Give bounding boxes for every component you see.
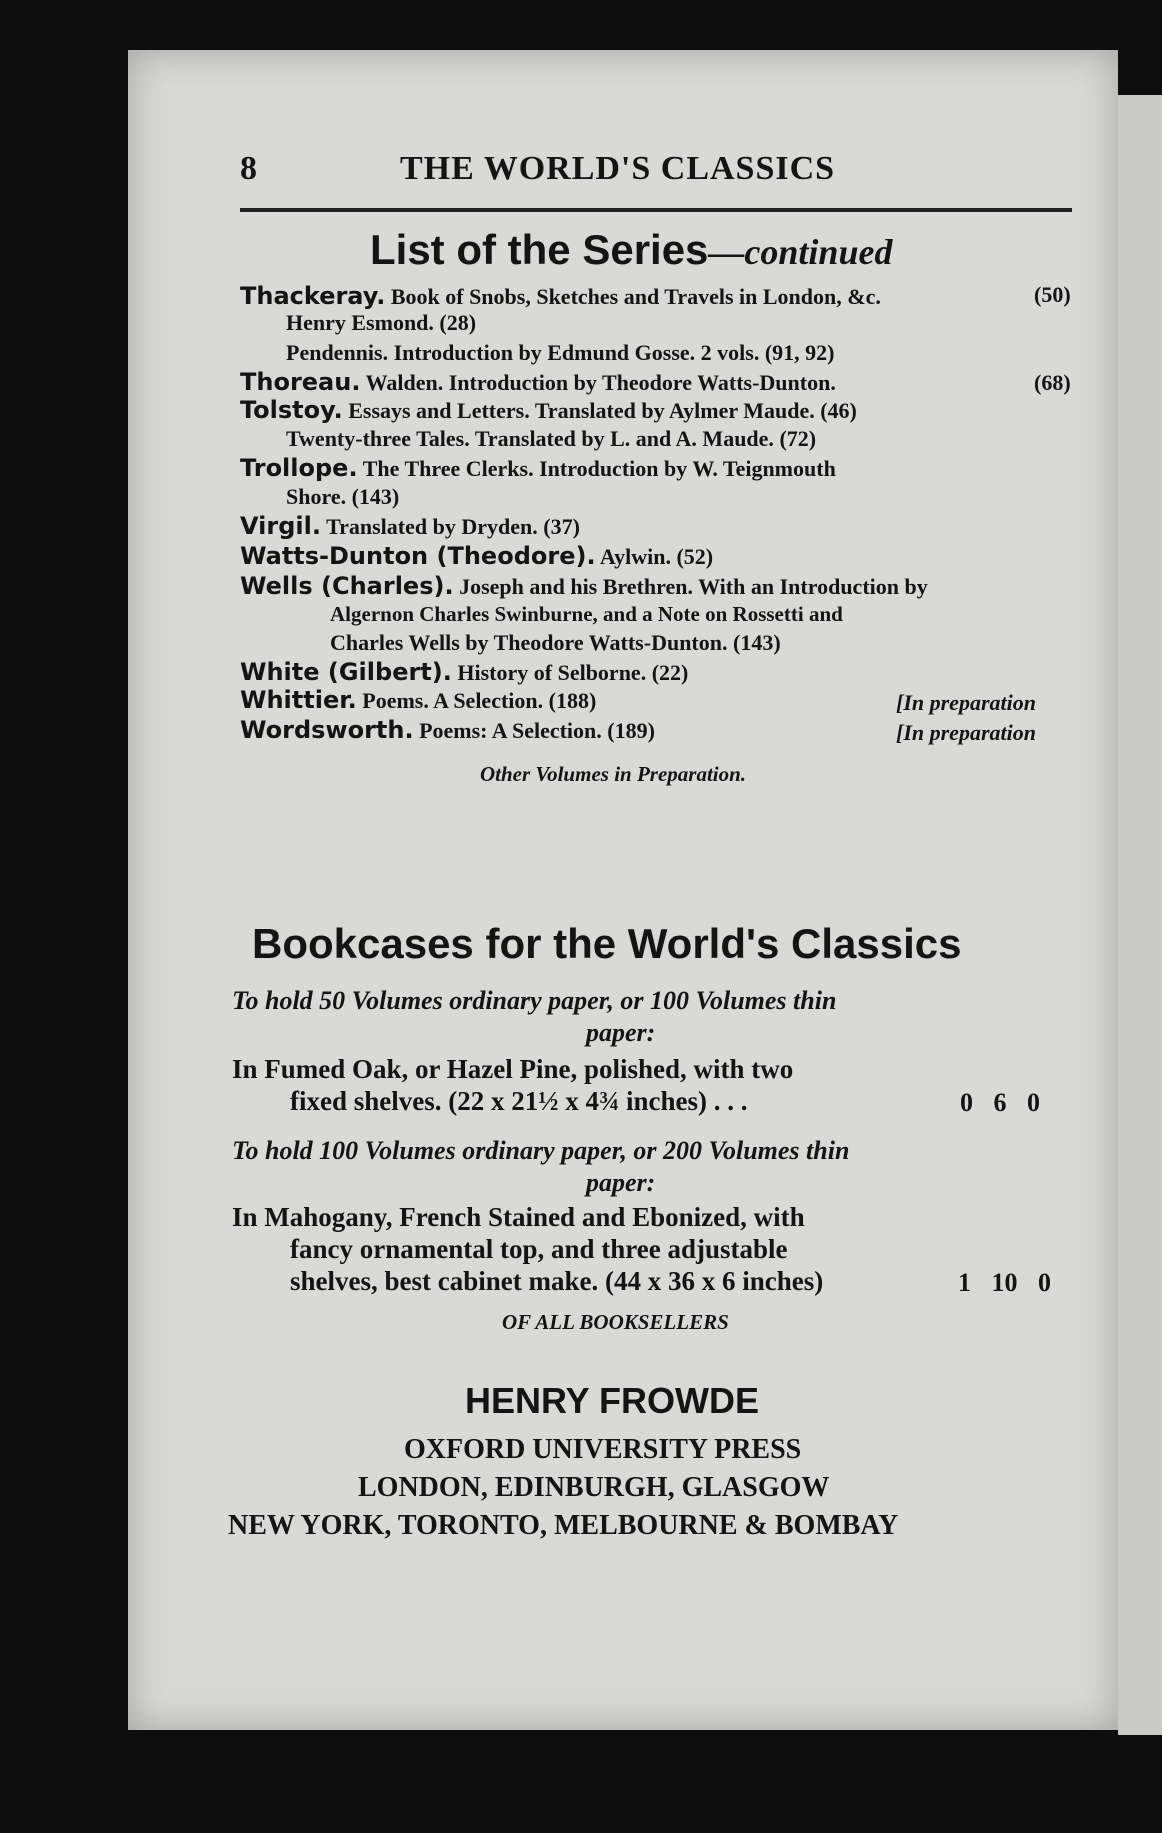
running-header: THE WORLD'S CLASSICS [400, 150, 836, 187]
list-item: Tolstoy. Essays and Letters. Translated by Aylmer Maude. (46) [240, 396, 857, 424]
page-number: 8 [240, 150, 257, 187]
bookcases-title: Bookcases for the World's Classics [252, 920, 962, 967]
list-item: Pendennis. Introduction by Edmund Gosse. 2 vols. (91, 92) [286, 340, 835, 365]
section-heading: To hold 50 Volumes ordinary paper, or 100 Volumes thin [232, 986, 837, 1015]
bookcase-price: 1 10 0 [958, 1268, 1051, 1297]
list-item: Henry Esmond. (28) [286, 310, 477, 335]
list-item: White (Gilbert). History of Selborne. (22) [240, 658, 689, 686]
section-heading: To hold 100 Volumes ordinary paper, or 200 Volumes thin [232, 1136, 850, 1165]
list-item: Virgil. Translated by Dryden. (37) [240, 512, 580, 540]
bookcase-description: fancy ornamental top, and three adjustable [290, 1234, 788, 1264]
adjacent-page-edge [1118, 95, 1162, 1735]
section-heading: paper: [586, 1168, 656, 1197]
in-preparation-note: [In preparation [896, 720, 1036, 745]
bookcase-price: 0 6 0 [960, 1088, 1040, 1117]
bookcase-description: In Fumed Oak, or Hazel Pine, polished, with two [232, 1054, 794, 1084]
publisher-press: OXFORD UNIVERSITY PRESS [404, 1434, 802, 1465]
header-rule [240, 208, 1072, 212]
booksellers-note: OF ALL BOOKSELLERS [502, 1310, 729, 1334]
list-title: List of the Series—continued [370, 226, 893, 273]
bookcase-description: fixed shelves. (22 x 21½ x 4¾ inches) . . . [290, 1086, 748, 1116]
list-item: Wordsworth. Poems: A Selection. (189) [240, 716, 655, 744]
list-item-number: (68) [1034, 370, 1071, 395]
publisher-cities: NEW YORK, TORONTO, MELBOURNE & BOMBAY [228, 1510, 899, 1541]
list-item: Wells (Charles). Joseph and his Brethren. With an Introduction by [240, 572, 928, 600]
section-heading: paper: [586, 1018, 656, 1047]
list-item: Twenty-three Tales. Translated by L. and A. Maude. (72) [286, 426, 817, 451]
list-item: Charles Wells by Theodore Watts-Dunton. (143) [330, 630, 781, 655]
bookcase-description: In Mahogany, French Stained and Ebonized, with [232, 1202, 805, 1232]
list-item: Shore. (143) [286, 484, 400, 509]
list-item: Thoreau. Walden. Introduction by Theodore Watts-Dunton. [240, 368, 836, 396]
list-item: Algernon Charles Swinburne, and a Note on Rossetti and [330, 602, 843, 626]
publisher-name: HENRY FROWDE [465, 1380, 760, 1421]
other-volumes-note: Other Volumes in Preparation. [480, 762, 747, 786]
list-item: Trollope. The Three Clerks. Introduction by W. Teignmouth [240, 454, 836, 482]
in-preparation-note: [In preparation [896, 690, 1036, 715]
bookcase-description: shelves, best cabinet make. (44 x 36 x 6 inches) [290, 1266, 824, 1296]
list-item: Thackeray. Book of Snobs, Sketches and Travels in London, &c. [240, 282, 881, 310]
publisher-cities: LONDON, EDINBURGH, GLASGOW [358, 1472, 830, 1503]
list-item: Watts-Dunton (Theodore). Aylwin. (52) [240, 542, 714, 570]
list-item-number: (50) [1034, 282, 1071, 307]
list-item: Whittier. Poems. A Selection. (188) [240, 686, 597, 714]
